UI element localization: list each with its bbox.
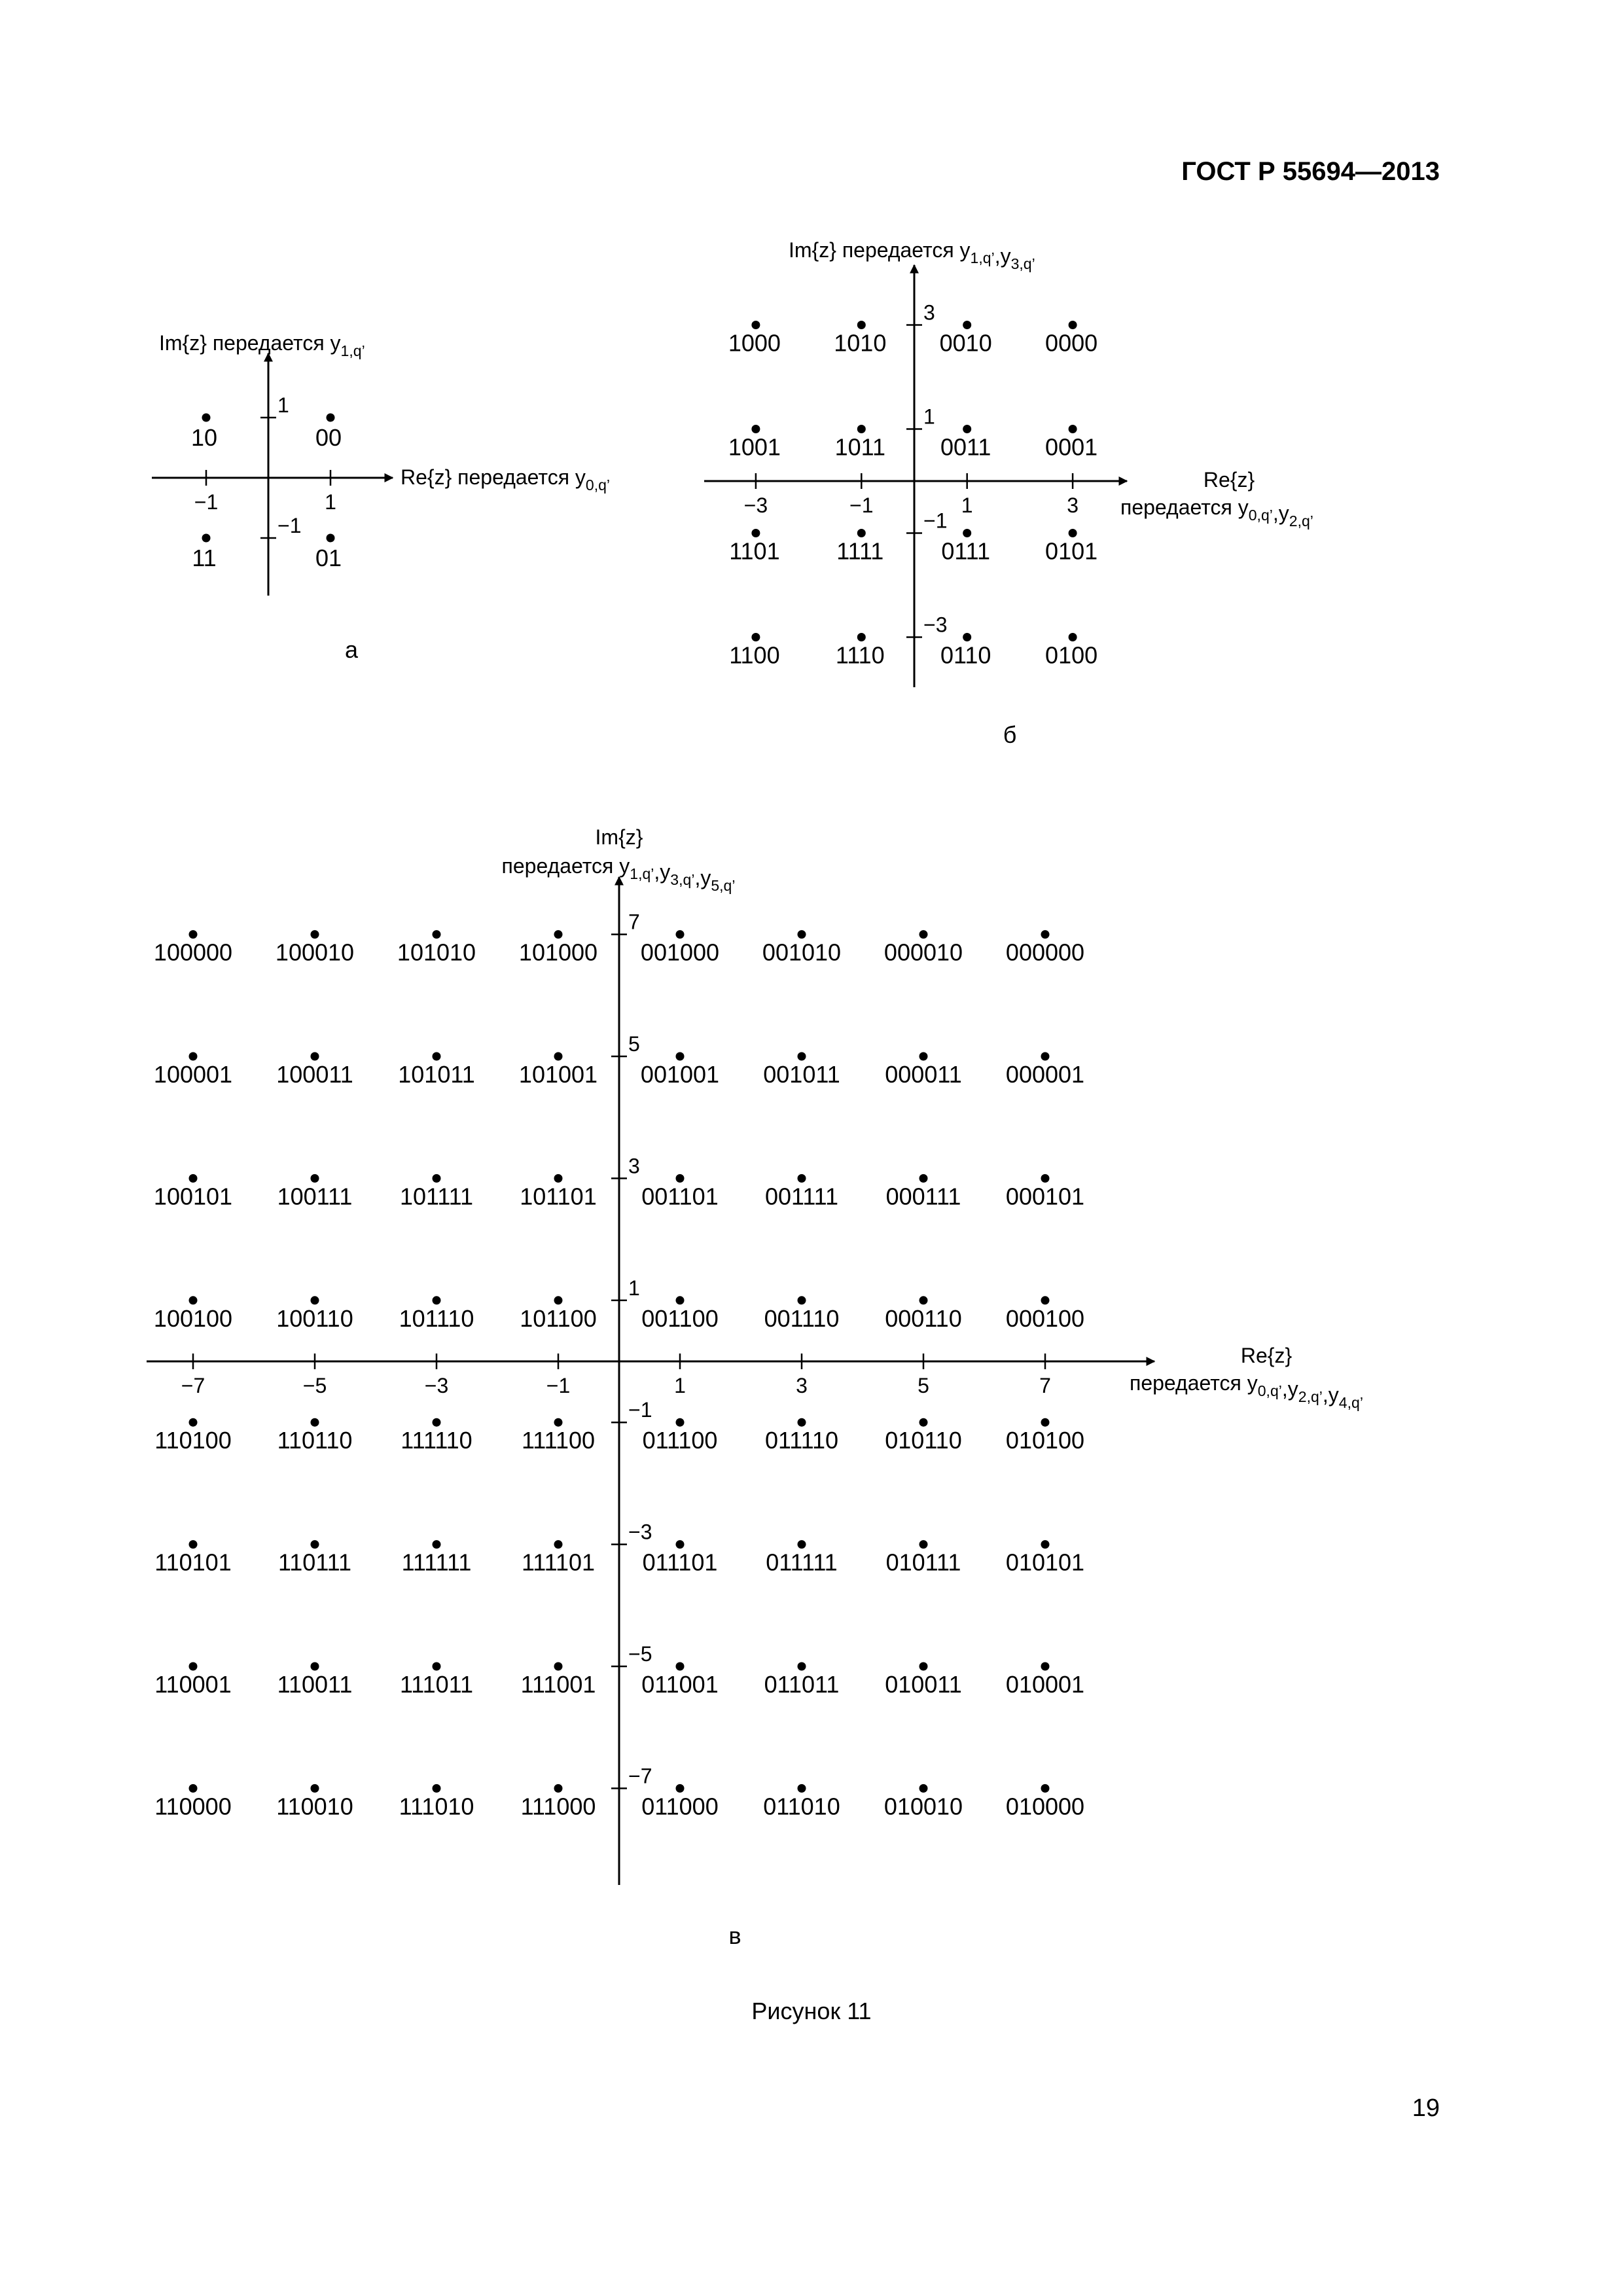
constellation-point: [433, 1174, 441, 1183]
real-tick-label: 1: [325, 490, 336, 514]
point-code-label: 100011: [276, 1061, 353, 1088]
point-code-label: 101000: [518, 939, 598, 966]
point-code-label: 110011: [277, 1671, 353, 1698]
constellation-point: [1069, 425, 1077, 433]
constellation-point: [1041, 930, 1050, 939]
real-tick-label: 7: [1039, 1374, 1051, 1397]
real-tick-label: −5: [302, 1374, 327, 1397]
imaginary-tick-label: −5: [628, 1642, 652, 1666]
y-symbol: y: [619, 854, 630, 878]
constellation-point: [311, 1174, 319, 1183]
point-code-label: 110010: [276, 1793, 353, 1820]
y-symbol: y: [660, 859, 671, 884]
constellation-point: [433, 930, 441, 939]
point-code-label: 000011: [885, 1061, 962, 1088]
constellation-point: [857, 529, 866, 537]
constellation-point: [433, 1540, 441, 1549]
point-code-label: 011111: [766, 1549, 838, 1576]
point-code-label: 0010: [939, 329, 992, 357]
constellation-point: [189, 1662, 198, 1671]
real-tick-label: 1: [961, 493, 973, 517]
constellation-point: [798, 1052, 806, 1061]
constellation-point: [311, 1052, 319, 1061]
constellation-point: [311, 1662, 319, 1671]
constellation-point: [189, 1540, 198, 1549]
y-symbol: y: [1000, 243, 1011, 268]
constellation-point: [554, 1784, 563, 1793]
point-code-label: 001101: [641, 1183, 719, 1210]
imaginary-tick-label: 1: [628, 1276, 640, 1300]
point-code-label: 010100: [1005, 1427, 1085, 1454]
constellation-point: [963, 633, 971, 641]
point-code-label: 010111: [885, 1549, 961, 1576]
imaginary-axis-label: [159, 331, 365, 359]
figure-caption: Рисунок 11: [751, 1998, 872, 2024]
real-tick-label: −7: [181, 1374, 205, 1397]
point-code-label: 00: [315, 424, 342, 451]
constellation-point: [919, 1052, 928, 1061]
axis-label-text: Im{z} передается: [789, 238, 960, 262]
panel-letter: б: [1003, 721, 1017, 748]
point-code-label: 001100: [641, 1304, 719, 1332]
point-code-label: 111110: [401, 1427, 473, 1454]
constellation-point: [433, 1052, 441, 1061]
constellation-point: [919, 1418, 928, 1427]
imaginary-tick-label: −1: [628, 1398, 652, 1422]
point-code-label: 111101: [521, 1549, 596, 1576]
constellation-point: [919, 930, 928, 939]
real-tick-label: 3: [796, 1374, 808, 1397]
imaginary-tick-label: 7: [628, 910, 640, 934]
y-subscript: 3,q’: [1010, 255, 1035, 272]
point-code-label: 101101: [520, 1183, 597, 1210]
point-code-label: 000111: [885, 1183, 961, 1210]
point-code-label: 0101: [1045, 537, 1098, 565]
y-symbol: y: [1287, 1376, 1298, 1401]
constellation-point: [919, 1174, 928, 1183]
point-code-label: 110000: [154, 1793, 232, 1820]
constellation-point: [554, 1052, 563, 1061]
constellation-point: [751, 529, 760, 537]
real-axis-label: Re{z}: [1203, 468, 1255, 492]
constellation-point: [676, 1540, 685, 1549]
constellation-point: [963, 425, 971, 433]
y-symbol: y: [1238, 495, 1249, 519]
point-code-label: 100101: [153, 1183, 233, 1210]
point-code-label: 110111: [277, 1549, 352, 1576]
constellation-point: [311, 1296, 319, 1304]
point-code-label: 110110: [277, 1427, 353, 1454]
point-code-label: 010011: [885, 1671, 962, 1698]
point-code-label: 111011: [399, 1671, 474, 1698]
point-code-label: 100111: [277, 1183, 353, 1210]
point-code-label: 110101: [154, 1549, 232, 1576]
imaginary-tick-label: −1: [277, 514, 302, 537]
point-code-label: 01: [315, 545, 342, 571]
constellation-point: [676, 930, 685, 939]
constellation-point: [676, 1418, 685, 1427]
point-code-label: 1001: [728, 433, 781, 461]
real-axis-label-2: [1120, 495, 1313, 529]
point-code-label: 0110: [940, 641, 991, 669]
constellation-point: [857, 633, 866, 641]
constellation-point: [433, 1418, 441, 1427]
point-code-label: 000101: [1005, 1183, 1085, 1210]
point-code-label: 010110: [885, 1427, 962, 1454]
real-tick-label: 1: [674, 1374, 686, 1397]
point-code-label: 000010: [883, 939, 963, 966]
page-number: 19: [1412, 2094, 1440, 2122]
point-code-label: 001000: [640, 939, 720, 966]
constellation-point: [1069, 321, 1077, 329]
panel-letter: а: [344, 636, 359, 663]
point-code-label: 001110: [764, 1304, 840, 1332]
constellation-panel-b: [704, 238, 1313, 748]
imaginary-tick-label: −1: [923, 509, 948, 533]
y-subscript: 5,q’: [711, 876, 736, 894]
point-code-label: 100100: [153, 1304, 233, 1332]
constellation-point: [751, 321, 760, 329]
y-subscript: 1,q’: [970, 249, 995, 266]
imaginary-tick-label: 3: [628, 1154, 640, 1178]
imaginary-tick-label: 5: [628, 1032, 640, 1056]
y-subscript: 2,q’: [1298, 1388, 1323, 1405]
point-code-label: 111000: [520, 1793, 596, 1820]
axis-label-text: Im{z} передается: [159, 331, 330, 355]
point-code-label: 1010: [834, 329, 887, 357]
point-code-label: 1101: [729, 537, 780, 565]
imaginary-axis-label: Im{z}: [595, 825, 643, 849]
point-code-label: 001011: [763, 1061, 840, 1088]
constellation-point: [798, 1418, 806, 1427]
real-tick-label: −1: [849, 493, 874, 517]
point-code-label: 111001: [520, 1671, 596, 1698]
constellation-point: [676, 1052, 685, 1061]
real-axis-label: [401, 465, 610, 493]
constellation-point: [554, 1296, 563, 1304]
constellation-point: [554, 1540, 563, 1549]
constellation-point: [1041, 1540, 1050, 1549]
point-code-label: 101110: [399, 1304, 474, 1332]
y-subscript: 3,q’: [670, 870, 695, 888]
point-code-label: 011010: [763, 1793, 840, 1820]
y-subscript: 0,q’: [1248, 506, 1273, 524]
constellation-point: [554, 1662, 563, 1671]
constellation-point: [327, 534, 335, 543]
point-code-label: 100000: [153, 939, 233, 966]
constellation-point: [1041, 1174, 1050, 1183]
constellation-point: [433, 1662, 441, 1671]
point-code-label: 010000: [1005, 1793, 1085, 1820]
y-subscript: 0,q’: [585, 476, 611, 493]
constellation-point: [919, 1662, 928, 1671]
point-code-label: 101001: [518, 1061, 598, 1088]
constellation-point: [798, 1662, 806, 1671]
point-code-label: 011001: [641, 1671, 719, 1698]
constellation-point: [676, 1784, 685, 1793]
point-code-label: 011110: [764, 1427, 839, 1454]
point-code-label: 011011: [764, 1671, 840, 1698]
y-subscript: 1,q’: [340, 342, 365, 359]
point-code-label: 101010: [397, 939, 476, 966]
point-code-label: 11: [192, 545, 217, 571]
constellation-point: [857, 425, 866, 433]
constellation-point: [798, 1784, 806, 1793]
y-symbol: y: [575, 465, 586, 489]
point-code-label: 110001: [154, 1671, 232, 1698]
constellation-point: [1069, 633, 1077, 641]
point-code-label: 0111: [941, 537, 991, 565]
imaginary-tick-label: 3: [923, 300, 935, 325]
point-code-label: 101111: [399, 1183, 474, 1210]
constellation-point: [189, 1052, 198, 1061]
point-code-label: 111010: [399, 1793, 474, 1820]
imaginary-tick-label: −7: [628, 1764, 652, 1788]
point-code-label: 1100: [729, 641, 780, 669]
y-symbol: y: [1328, 1382, 1339, 1407]
constellation-point: [798, 1174, 806, 1183]
point-code-label: 1011: [834, 433, 886, 461]
y-subscript: 1,q’: [630, 865, 654, 882]
constellation-point: [798, 930, 806, 939]
point-code-label: 010101: [1005, 1549, 1085, 1576]
constellation-point: [311, 930, 319, 939]
point-code-label: 001010: [762, 939, 842, 966]
constellation-point: [311, 1540, 319, 1549]
point-code-label: 110100: [154, 1427, 232, 1454]
point-code-label: 111111: [401, 1549, 472, 1576]
real-tick-label: −1: [194, 490, 219, 514]
constellation-point: [963, 321, 971, 329]
constellation-point: [798, 1540, 806, 1549]
constellation-point: [919, 1540, 928, 1549]
constellation-point: [1041, 1784, 1050, 1793]
real-tick-label: −1: [546, 1374, 571, 1397]
point-code-label: 0001: [1045, 433, 1098, 461]
point-code-label: 000110: [885, 1304, 962, 1332]
y-subscript: 0,q’: [1257, 1382, 1282, 1399]
constellation-point: [189, 1784, 198, 1793]
imaginary-axis-label: [789, 238, 1035, 272]
y-subscript: 2,q’: [1289, 512, 1313, 529]
y-symbol: y: [330, 331, 341, 355]
constellation-point: [751, 425, 760, 433]
real-tick-label: 3: [1067, 493, 1079, 517]
axis-label-text: передается: [501, 854, 620, 878]
standard-header: ГОСТ Р 55694—2013: [1181, 157, 1440, 186]
point-code-label: 1000: [728, 329, 781, 357]
comma: ,: [694, 865, 701, 889]
constellation-point: [189, 1296, 198, 1304]
point-code-label: 101011: [398, 1061, 475, 1088]
point-code-label: 1111: [836, 537, 884, 565]
point-code-label: 000100: [1005, 1304, 1085, 1332]
comma: ,: [994, 243, 1001, 268]
constellation-point: [751, 633, 760, 641]
constellation-point: [857, 321, 866, 329]
constellation-point: [189, 1418, 198, 1427]
imaginary-tick-label: 1: [923, 404, 935, 429]
real-tick-label: −3: [743, 493, 768, 517]
y-symbol: y: [700, 865, 711, 889]
constellation-panel-c: [147, 825, 1363, 1949]
constellation-point: [676, 1174, 685, 1183]
point-code-label: 001001: [640, 1061, 720, 1088]
point-code-label: 100010: [275, 939, 355, 966]
point-code-label: 1110: [835, 641, 885, 669]
y-symbol: y: [1278, 501, 1289, 525]
point-code-label: 001111: [764, 1183, 839, 1210]
constellation-point: [1041, 1052, 1050, 1061]
point-code-label: 011101: [642, 1549, 718, 1576]
constellation-point: [554, 1418, 563, 1427]
constellation-point: [554, 930, 563, 939]
point-code-label: 101100: [520, 1304, 597, 1332]
constellation-point: [433, 1296, 441, 1304]
real-axis-label: Re{z}: [1240, 1344, 1293, 1367]
comma: ,: [654, 859, 660, 884]
constellation-point: [1069, 529, 1077, 537]
constellation-point: [202, 414, 211, 422]
y-subscript: 4,q’: [1338, 1393, 1363, 1411]
panel-letter: в: [728, 1922, 741, 1949]
constellation-point: [554, 1174, 563, 1183]
imaginary-tick-label: −3: [923, 613, 948, 637]
point-code-label: 100110: [276, 1304, 353, 1332]
axis-label-text: передается: [1120, 495, 1238, 519]
constellation-point: [676, 1296, 685, 1304]
imaginary-tick-label: −3: [628, 1520, 652, 1544]
point-code-label: 000000: [1005, 939, 1085, 966]
constellation-point: [919, 1296, 928, 1304]
constellation-point: [1041, 1662, 1050, 1671]
point-code-label: 011100: [642, 1427, 718, 1454]
real-tick-label: −3: [424, 1374, 449, 1397]
point-code-label: 010010: [883, 1793, 963, 1820]
constellation-point: [1041, 1296, 1050, 1304]
constellation-point: [311, 1784, 319, 1793]
constellation-point: [1041, 1418, 1050, 1427]
axis-label-text: Re{z} передается: [401, 465, 575, 489]
comma: ,: [1272, 501, 1279, 525]
constellation-point: [327, 414, 335, 422]
constellation-panel-a: [152, 331, 610, 663]
point-code-label: 011000: [641, 1793, 719, 1820]
constellation-point: [189, 1174, 198, 1183]
y-symbol: y: [1247, 1371, 1258, 1395]
constellation-point: [433, 1784, 441, 1793]
point-code-label: 000001: [1005, 1061, 1085, 1088]
constellation-point: [202, 534, 211, 543]
axis-label-text: передается: [1130, 1371, 1247, 1395]
constellation-point: [311, 1418, 319, 1427]
comma: ,: [1322, 1382, 1329, 1407]
point-code-label: 100001: [153, 1061, 233, 1088]
comma: ,: [1281, 1376, 1288, 1401]
constellation-point: [676, 1662, 685, 1671]
constellation-point: [798, 1296, 806, 1304]
point-code-label: 010001: [1005, 1671, 1085, 1698]
point-code-label: 0011: [940, 433, 991, 461]
real-axis-label-2: [1130, 1371, 1363, 1411]
point-code-label: 0100: [1045, 641, 1098, 669]
constellation-point: [963, 529, 971, 537]
constellation-point: [189, 930, 198, 939]
point-code-label: 10: [190, 424, 218, 451]
imaginary-tick-label: 1: [277, 393, 289, 417]
point-code-label: 0000: [1045, 329, 1098, 357]
point-code-label: 111100: [521, 1427, 596, 1454]
constellation-point: [919, 1784, 928, 1793]
real-tick-label: 5: [918, 1374, 929, 1397]
y-symbol: y: [959, 238, 971, 262]
